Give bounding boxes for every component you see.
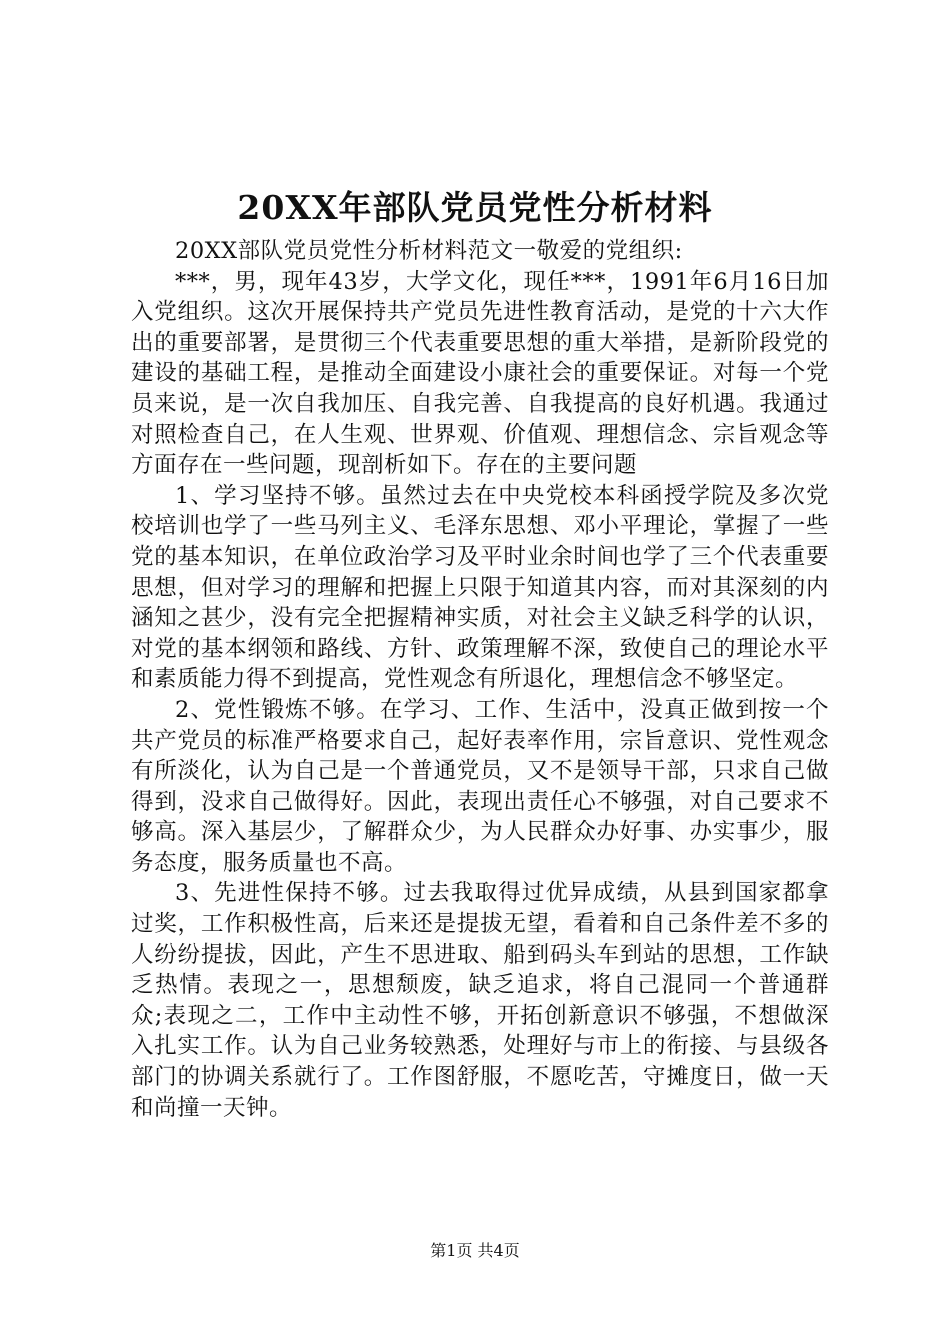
paragraph-greeting: 20XX部队党员党性分析材料范文一敬爱的党组织: [175, 238, 683, 264]
document-body [131, 236, 829, 1123]
paragraph-issue-3: 3、先进性保持不够。过去我取得过优异成绩，从县到国家都拿过奖，工作积极性高，后来还是提拔无望，看着和自己条件差不多的人纷纷提拔，因此，产生不思进取、船到码头车到站的思想，工作缺乏热情。表现之一，思想颓废，缺乏追求，将自己混同一个普通群众;表现之二，工作中主动性不够，开拓创新意识不够强，不想做深入扎实工作。认为自己业务较熟悉，处理好与市上的衔接、与县级各部门的协调关系就行了。工作图舒服，不愿吃苦，守摊度日，做一天和尚撞一天钟。 [131, 880, 829, 1121]
paragraph-issue-1: 1、学习坚持不够。虽然过去在中央党校本科函授学院及多次党校培训也学了一些马列主义、毛泽东思想、邓小平理论，掌握了一些党的基本知识，在单位政治学习及平时业余时间也学了三个代表重要思想，但对学习的理解和把握上只限于知道其内容，而对其深刻的内涵知之甚少，没有完全把握精神实质，对社会主义缺乏科学的认识，对党的基本纲领和路线、方针、政策理解不深，致使自己的理论水平和素质能力得不到提高，党性观念有所退化，理想信念不够坚定。 [131, 482, 829, 693]
page-number: 第1页 共4页 [430, 1241, 520, 1260]
paragraph-issue-2: 2、党性锻炼不够。在学习、工作、生活中，没真正做到按一个共产党员的标准严格要求自己，起好表率作用，宗旨意识、党性观念有所淡化，认为自己是一个普通党员，又不是领导干部，只求自己做得到，没求自己做得好。因此，表现出责任心不够强，对自己要求不够高。深入基层少，了解群众少，为人民群众办好事、办实事少，服务态度，服务质量也不高。 [131, 696, 829, 876]
page-title: 20XX年部队党员党性分析材料 [237, 188, 713, 227]
paragraph-intro: ***，男，现年43岁，大学文化，现任***，1991年6月16日加入党组织。这次开展保持共产党员先进性教育活动，是党的十六大作出的重要部署，是贯彻三个代表重要思想的重大举措，是新阶段党的建设的基础工程，是推动全面建设小康社会的重要保证。对每一个党员来说，是一次自我加压、自我完善、自我提高的良好机遇。我通过对照检查自己，在人生观、世界观、价值观、理想信念、宗旨观念等方面存在一些问题，现剖析如下。存在的主要问题 [131, 268, 829, 479]
